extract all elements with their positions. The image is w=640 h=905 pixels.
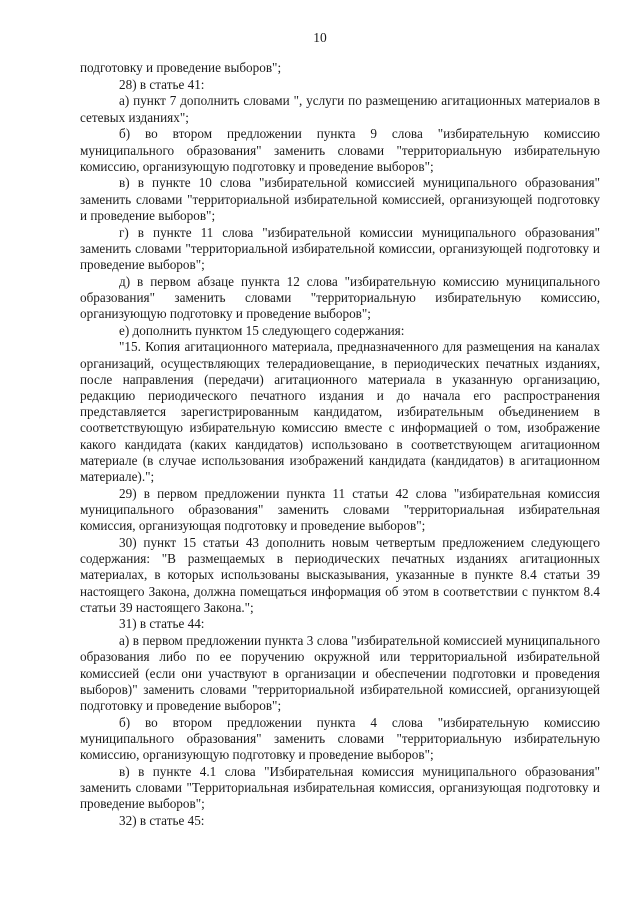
paragraph: б) во втором предложении пункта 4 слова "избирательную комиссию муниципального образования" заменить словами "территориальную избирательную комиссию, организующую подготовку и проведение выборов"; — [80, 714, 600, 763]
paragraph: подготовку и проведение выборов"; — [80, 60, 282, 75]
paragraph: в) в пункте 4.1 слова "Избирательная комиссия муниципального образования" заменить словами "Территориальная избирательная комиссия, организующая подготовку и проведение выборов"; — [80, 763, 600, 812]
paragraph: д) в первом абзаце пункта 12 слова "избирательную комиссию муниципального образования" заменить словами "территориальную избирательную комиссию, организующую подготовку и проведение выборов"; — [80, 273, 600, 322]
document-body — [80, 60, 600, 830]
page-number: 10 — [313, 30, 327, 45]
paragraph: 30) пункт 15 статьи 43 дополнить новым четвертым предложением следующего содержания: "В размещаемых в периодических печатных изданиях агитационных материалах, в которых использованы высказывания, указанные в пункте 8.4 статьи 39 настоящего Закона, должна помещаться информация об этом в соответствии с пунктом 8.4 статьи 39 настоящего Закона."; — [80, 534, 600, 615]
paragraph: в) в пункте 10 слова "избирательной комиссией муниципального образования" заменить словами "территориальной избирательной комиссией, организующей подготовку и проведение выборов"; — [80, 175, 600, 223]
paragraph: е) дополнить пунктом 15 следующего содержания: — [119, 322, 405, 338]
paragraph: "15. Копия агитационного материала, предназначенного для размещения на каналах организаций, осуществляющих телерадиовещание, в периодических печатных изданиях, после направления (передачи) агитационного материала в указанную организацию, редакцию периодического печатного издания и до начала его распространения представляется зарегистрированным кандидатом, избирательным объединением в соответствующую избирательную комиссию вместе с информацией о том, изображение какого кандидата (каких кандидатов) использовано в соответствующем агитационном материале (в случае использования изображений кандидата (кандидатов) в агитационном материале)."; — [80, 339, 600, 485]
paragraph: 28) в статье 41: — [119, 76, 205, 92]
paragraph: 32) в статье 45: — [119, 812, 205, 828]
paragraph: 31) в статье 44: — [119, 616, 205, 632]
paragraph: а) пункт 7 дополнить словами ", услуги по размещению агитационных материалов в сетевых изданиях"; — [80, 93, 600, 125]
paragraph: б) во втором предложении пункта 9 слова "избирательную комиссию муниципального образования" заменить словами "территориальную избирательную комиссию, организующую подготовку и проведение выборов"; — [80, 126, 600, 174]
paragraph: а) в первом предложении пункта 3 слова "избирательной комиссией муниципального образования либо по ее поручению окружной или территориальной избирательной комиссией (если они участвуют в организации и обеспечении подготовки и проведения выборов)" заменить словами "территориальной избирательной комиссией, организующей подготовку и проведение выборов"; — [80, 633, 600, 713]
paragraph: г) в пункте 11 слова "избирательной комиссии муниципального образования" заменить словами "территориальной избирательной комиссии, организующей подготовку и проведение выборов"; — [80, 224, 600, 272]
paragraph: 29) в первом предложении пункта 11 статьи 42 слова "избирательная комиссия муниципального образования" заменить словами "территориальная избирательная комиссия, организующая подготовку и проведение выборов"; — [80, 485, 600, 534]
